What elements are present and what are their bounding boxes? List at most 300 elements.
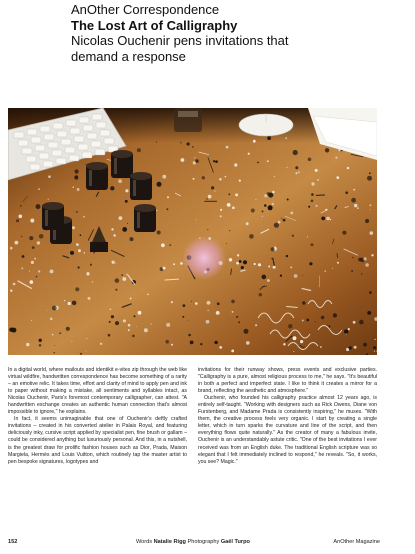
ink-splatter bbox=[54, 352, 55, 353]
ink-splatter bbox=[228, 193, 230, 195]
ink-splatter bbox=[200, 343, 202, 345]
white-paint-splatter bbox=[239, 180, 241, 182]
ink-bottle bbox=[86, 162, 108, 190]
ink-splatter bbox=[328, 325, 330, 327]
white-paint-splatter bbox=[332, 268, 333, 269]
ink-splatter bbox=[16, 219, 19, 222]
white-paint-splatter bbox=[73, 187, 74, 188]
keyboard-key bbox=[30, 164, 40, 170]
white-paint-splatter bbox=[125, 189, 128, 192]
ink-splatter bbox=[325, 148, 329, 152]
ink-splatter bbox=[75, 169, 79, 173]
white-paint-splatter bbox=[46, 310, 47, 311]
white-paint-splatter bbox=[21, 268, 23, 270]
white-paint-splatter bbox=[219, 346, 222, 349]
ink-splatter bbox=[315, 321, 316, 322]
ink-splatter bbox=[134, 315, 136, 317]
ink-splatter bbox=[59, 332, 61, 334]
photography-label: Photography bbox=[187, 539, 220, 545]
white-paint-splatter bbox=[123, 319, 126, 322]
white-paint-splatter bbox=[320, 346, 322, 348]
ink-splatter bbox=[351, 270, 353, 272]
white-paint-splatter bbox=[248, 153, 250, 155]
keyboard-key bbox=[40, 126, 50, 132]
ink-splatter bbox=[292, 235, 294, 237]
keyboard-key bbox=[57, 131, 67, 137]
keyboard-key bbox=[56, 158, 66, 164]
white-paint-splatter bbox=[278, 221, 281, 224]
ink-splatter bbox=[156, 142, 157, 143]
white-paint-splatter bbox=[235, 194, 238, 197]
ink-splatter bbox=[361, 273, 362, 274]
white-paint-splatter bbox=[287, 167, 288, 168]
white-paint-splatter bbox=[326, 217, 330, 221]
white-paint-splatter bbox=[88, 297, 91, 300]
ink-splatter bbox=[333, 313, 337, 317]
ink-splatter bbox=[309, 262, 312, 265]
ink-splatter bbox=[281, 218, 282, 219]
white-paint-splatter bbox=[220, 209, 222, 211]
ink-splatter bbox=[229, 230, 230, 231]
keyboard-key bbox=[79, 117, 89, 123]
white-paint-splatter bbox=[147, 294, 149, 296]
white-paint-splatter bbox=[19, 215, 23, 219]
white-paint-splatter bbox=[214, 190, 215, 191]
white-paint-splatter bbox=[316, 205, 318, 207]
white-paint-splatter bbox=[234, 163, 237, 166]
body-column-right bbox=[198, 367, 377, 466]
ink-splatter bbox=[191, 301, 192, 302]
white-paint-splatter bbox=[37, 241, 40, 244]
ink-splatter bbox=[311, 243, 314, 246]
white-paint-splatter bbox=[258, 263, 261, 266]
keyboard-key bbox=[27, 129, 37, 135]
ink-splatter bbox=[22, 255, 25, 258]
white-paint-splatter bbox=[317, 179, 319, 181]
white-paint-splatter bbox=[267, 279, 270, 282]
ink-splatter bbox=[363, 343, 367, 347]
ink-splatter bbox=[157, 182, 162, 187]
white-paint-splatter bbox=[52, 334, 53, 335]
white-paint-splatter bbox=[72, 341, 73, 342]
white-paint-splatter bbox=[207, 301, 211, 305]
white-paint-splatter bbox=[167, 196, 169, 198]
white-paint-splatter bbox=[300, 340, 303, 343]
white-paint-splatter bbox=[180, 262, 183, 265]
ink-splatter bbox=[54, 345, 55, 346]
white-paint-splatter bbox=[315, 169, 318, 172]
ink-splatter bbox=[236, 316, 238, 318]
white-paint-splatter bbox=[206, 320, 210, 324]
white-paint-splatter bbox=[294, 274, 298, 278]
ink-splatter bbox=[267, 136, 271, 140]
ink-splatter bbox=[369, 291, 372, 294]
ink-splatter bbox=[166, 208, 168, 210]
white-paint-splatter bbox=[84, 252, 85, 253]
white-paint-splatter bbox=[171, 301, 173, 303]
ink-splatter bbox=[75, 287, 79, 291]
white-paint-splatter bbox=[193, 178, 195, 180]
keyboard-key bbox=[95, 149, 105, 155]
white-paint-splatter bbox=[119, 216, 123, 220]
white-paint-splatter bbox=[166, 323, 170, 327]
ink-splatter bbox=[70, 251, 74, 255]
ink-splatter bbox=[271, 247, 275, 251]
white-paint-splatter bbox=[330, 219, 331, 220]
article-title: The Lost Art of Calligraphy bbox=[71, 17, 238, 33]
body-paragraph: In fact, it seems unimaginable that one of Ouchenir's deftly crafted invitations – created in his converted atelier in Palais Royal, and featuring deliciously inky, cursive script applied by specialist pen, fine brush or gallam – could be considered anything but luxuriously personal. And this, in a nutshell, is the greatest draw for prolific fashion houses such as Dior, Prada, Maison Margiela, Hermès and Louis Vuitton, which routinely tap the master artist to pen bespoke signatures, logotypes and bbox=[8, 416, 187, 465]
ink-splatter bbox=[344, 329, 348, 333]
white-paint-splatter bbox=[374, 351, 375, 352]
white-paint-splatter bbox=[130, 298, 132, 300]
white-paint-splatter bbox=[336, 176, 339, 179]
white-paint-splatter bbox=[307, 236, 308, 237]
ink-bottle bbox=[111, 150, 133, 178]
photographer-name: Gaël Turpo bbox=[220, 539, 250, 545]
ink-splatter bbox=[66, 327, 70, 331]
white-paint-splatter bbox=[100, 343, 102, 345]
white-paint-splatter bbox=[311, 182, 314, 185]
white-paint-splatter bbox=[48, 199, 49, 200]
ink-splatter bbox=[302, 275, 303, 276]
white-paint-splatter bbox=[38, 270, 40, 272]
keyboard-key bbox=[74, 136, 84, 142]
white-paint-splatter bbox=[353, 321, 356, 324]
writer-name: Natalie Rigg bbox=[153, 539, 186, 545]
ink-splatter bbox=[36, 276, 38, 278]
white-paint-splatter bbox=[229, 258, 232, 261]
white-paint-splatter bbox=[10, 290, 12, 292]
ink-splatter bbox=[351, 198, 356, 203]
keyboard-key bbox=[14, 132, 24, 138]
article-credits bbox=[136, 537, 250, 547]
ink-splatter bbox=[302, 301, 305, 304]
ink-splatter bbox=[367, 176, 372, 181]
white-paint-splatter bbox=[236, 262, 239, 265]
ink-splatter bbox=[180, 142, 181, 143]
white-paint-splatter bbox=[118, 179, 122, 183]
white-paint-splatter bbox=[302, 320, 304, 322]
ink-splatter bbox=[188, 334, 191, 337]
ink-splatter bbox=[367, 311, 371, 315]
ink-splatter bbox=[369, 172, 371, 174]
white-paint-splatter bbox=[15, 241, 19, 245]
white-paint-splatter bbox=[38, 188, 39, 189]
ink-splatter bbox=[308, 158, 312, 162]
white-paint-splatter bbox=[283, 343, 285, 345]
ink-splatter bbox=[115, 278, 120, 283]
ink-splatter bbox=[202, 176, 205, 179]
white-paint-splatter bbox=[162, 175, 166, 179]
ink-splatter bbox=[39, 234, 44, 239]
paint-streak bbox=[337, 253, 338, 257]
white-paint-splatter bbox=[161, 243, 165, 247]
ink-splatter bbox=[287, 199, 289, 201]
ink-splatter bbox=[259, 293, 262, 296]
ink-bottle bbox=[130, 172, 152, 200]
ink-splatter bbox=[188, 320, 189, 321]
ink-splatter bbox=[32, 246, 35, 249]
ink-splatter bbox=[211, 186, 214, 189]
ink-splatter bbox=[238, 321, 240, 323]
ink-bottle bbox=[42, 202, 64, 230]
keyboard-key bbox=[78, 144, 88, 150]
magazine-name: AnOther Magazine bbox=[333, 539, 380, 545]
computer-mouse bbox=[239, 114, 293, 136]
white-paint-splatter bbox=[10, 247, 13, 250]
white-paint-splatter bbox=[31, 320, 32, 321]
white-paint-splatter bbox=[246, 341, 250, 345]
white-paint-splatter bbox=[194, 157, 195, 158]
ink-splatter bbox=[257, 162, 259, 164]
keyboard-key bbox=[39, 153, 49, 159]
white-paint-splatter bbox=[122, 277, 126, 281]
white-paint-splatter bbox=[371, 254, 373, 256]
white-paint-splatter bbox=[207, 310, 208, 311]
white-paint-splatter bbox=[31, 261, 34, 264]
page-footer bbox=[8, 537, 380, 547]
keyboard-key bbox=[83, 125, 93, 131]
ink-splatter bbox=[122, 227, 127, 232]
white-paint-splatter bbox=[26, 343, 29, 346]
white-paint-splatter bbox=[86, 273, 89, 276]
ink-splatter bbox=[21, 236, 22, 237]
ink-splatter bbox=[125, 200, 128, 203]
white-paint-splatter bbox=[29, 271, 30, 272]
ink-splatter bbox=[373, 346, 376, 349]
white-paint-splatter bbox=[208, 195, 212, 199]
white-paint-splatter bbox=[272, 191, 275, 194]
keyboard-key bbox=[66, 120, 76, 126]
article-body bbox=[8, 367, 377, 466]
keyboard-key bbox=[48, 142, 58, 148]
white-paint-splatter bbox=[72, 226, 75, 229]
white-paint-splatter bbox=[254, 263, 256, 265]
keyboard-key bbox=[52, 150, 62, 156]
white-paint-splatter bbox=[237, 254, 239, 256]
keyboard-key bbox=[92, 114, 102, 120]
ink-splatter bbox=[358, 258, 362, 262]
keyboard-key bbox=[26, 156, 36, 162]
ink-splatter bbox=[90, 264, 92, 266]
keyboard-key bbox=[18, 140, 28, 146]
ink-splatter bbox=[20, 205, 22, 207]
white-paint-splatter bbox=[171, 344, 173, 346]
ink-splatter bbox=[231, 300, 235, 304]
ink-splatter bbox=[262, 275, 267, 280]
white-paint-splatter bbox=[92, 281, 93, 282]
white-paint-splatter bbox=[246, 222, 249, 225]
white-paint-splatter bbox=[13, 283, 16, 286]
ink-splatter bbox=[182, 316, 184, 318]
ink-splatter bbox=[280, 275, 282, 277]
white-paint-splatter bbox=[83, 216, 85, 218]
white-paint-splatter bbox=[112, 261, 115, 264]
white-paint-splatter bbox=[293, 351, 294, 352]
ink-splatter bbox=[249, 234, 254, 239]
ink-bottle bbox=[134, 204, 156, 232]
white-paint-splatter bbox=[348, 328, 350, 330]
ink-splatter bbox=[241, 266, 244, 269]
ink-splatter bbox=[251, 209, 255, 213]
white-paint-splatter bbox=[128, 329, 130, 331]
ink-splatter bbox=[108, 334, 111, 337]
column-series-title: AnOther Correspondence bbox=[71, 2, 220, 17]
white-paint-splatter bbox=[363, 257, 366, 260]
white-paint-splatter bbox=[273, 266, 276, 269]
keyboard-key bbox=[91, 141, 101, 147]
keyboard-key bbox=[65, 147, 75, 153]
ink-splatter bbox=[121, 274, 123, 276]
keyboard-key bbox=[53, 123, 63, 129]
article-photo bbox=[8, 108, 377, 355]
white-paint-splatter bbox=[370, 209, 371, 210]
ink-splatter bbox=[311, 193, 314, 196]
white-paint-splatter bbox=[264, 194, 267, 197]
ink-splatter bbox=[306, 319, 309, 322]
glass-ink-jar bbox=[174, 108, 202, 132]
white-paint-splatter bbox=[255, 324, 257, 326]
ink-splatter bbox=[283, 219, 286, 222]
ink-splatter bbox=[349, 346, 352, 349]
body-column-left bbox=[8, 367, 187, 466]
white-paint-splatter bbox=[285, 137, 287, 139]
ink-splatter bbox=[288, 324, 292, 328]
ink-splatter bbox=[137, 148, 141, 152]
white-paint-splatter bbox=[353, 189, 355, 191]
white-paint-splatter bbox=[86, 351, 87, 352]
paint-streak bbox=[316, 195, 325, 196]
ink-splatter bbox=[36, 204, 41, 209]
ink-splatter bbox=[52, 306, 57, 311]
ink-splatter bbox=[262, 210, 264, 212]
white-paint-splatter bbox=[30, 280, 34, 284]
keyboard-key bbox=[82, 152, 92, 158]
ink-splatter bbox=[308, 206, 310, 208]
white-paint-splatter bbox=[337, 262, 339, 264]
white-paint-splatter bbox=[255, 199, 256, 200]
keyboard-key bbox=[35, 145, 45, 151]
white-paint-splatter bbox=[226, 146, 229, 149]
body-paragraph: Ouchenir, who founded his calligraphy practice almost 12 years ago, is entirely self-taught. "Working with designers such as Rick Owens, Diane von Furstenberg, and Madame Prada is consistently inspiring," he muses. "With them, the creative process feels very organic. I start by creating a single letter, which in turn sparks the curvature and line of the script, and then everything flows quite naturally." As the creator of many a fabulous invite, Ouchenir is an understandably astute critic. "One of the best invitations I ever received was from an English duke. The traditional English scripture was so elegant that I felt immediately inclined to respond," he reveals. "So, it works, you see? Magic." bbox=[198, 395, 377, 465]
body-paragraph: In a digital world, where mailouts and identikit e-vites zip through the web like virtual wildfire, handwritten correspondence has become something of a rarity – an emotive relic. It takes time, effort and clarity of mind to apply pen and ink to paper without making a mistake, all sentiments and syllables intact, as Nicolas Ouchenir, Paris's foremost contemporary calligrapher, can attest. "A handwritten exchange creates an authentic human connection that's almost impossible to ignore," he explains. bbox=[8, 367, 187, 416]
ink-splatter bbox=[274, 223, 279, 228]
ink-splatter bbox=[226, 243, 227, 244]
white-paint-splatter bbox=[293, 336, 297, 340]
keyboard-key bbox=[70, 128, 80, 134]
ink-splatter bbox=[29, 236, 33, 240]
white-paint-splatter bbox=[64, 300, 65, 301]
white-paint-splatter bbox=[196, 219, 197, 220]
white-paint-splatter bbox=[354, 346, 357, 349]
white-paint-splatter bbox=[50, 270, 54, 274]
white-paint-splatter bbox=[290, 212, 293, 215]
white-paint-splatter bbox=[136, 326, 137, 327]
ink-splatter bbox=[206, 198, 207, 199]
ink-splatter bbox=[244, 329, 249, 334]
white-paint-splatter bbox=[219, 178, 221, 180]
ink-splatter bbox=[169, 244, 171, 246]
keyboard-key bbox=[69, 155, 79, 161]
ink-splatter bbox=[311, 200, 314, 203]
white-paint-splatter bbox=[111, 228, 113, 230]
ink-splatter bbox=[239, 260, 242, 263]
white-paint-splatter bbox=[347, 167, 349, 169]
ink-splatter bbox=[268, 205, 273, 210]
ink-splatter bbox=[215, 160, 218, 163]
body-paragraph: invitations for their runway shows, press events and exclusive parties. "Calligraphy is a pure, almost religious process to me," he says. "It's beautiful in both a perfect and imperfect state. I like to think it creates a mirror for a brand, reflecting the aesthetic and atmosphere." bbox=[198, 367, 377, 395]
ink-splatter bbox=[39, 344, 42, 347]
ink-splatter bbox=[165, 340, 169, 344]
article-header bbox=[71, 2, 391, 64]
ink-splatter bbox=[321, 217, 325, 221]
white-paint-splatter bbox=[181, 158, 185, 162]
ink-splatter bbox=[76, 211, 78, 213]
keyboard-key bbox=[61, 139, 71, 145]
ink-splatter bbox=[11, 328, 16, 333]
ink-splatter bbox=[293, 150, 298, 155]
keyboard-key bbox=[104, 138, 114, 144]
words-label: Words bbox=[136, 539, 153, 545]
desk-photo-illustration bbox=[8, 108, 377, 355]
white-paint-splatter bbox=[357, 207, 359, 209]
ink-splatter bbox=[78, 266, 80, 268]
ink-splatter bbox=[345, 191, 348, 194]
ink-splatter bbox=[207, 229, 208, 230]
ink-splatter bbox=[295, 166, 298, 169]
keyboard-key bbox=[100, 130, 110, 136]
white-paint-splatter bbox=[290, 266, 292, 268]
ink-splatter bbox=[130, 237, 134, 241]
ink-splatter bbox=[72, 301, 77, 306]
ink-splatter bbox=[195, 159, 199, 163]
white-paint-splatter bbox=[298, 171, 300, 173]
white-paint-splatter bbox=[262, 216, 263, 217]
ink-splatter bbox=[80, 353, 82, 355]
white-paint-splatter bbox=[48, 175, 51, 178]
white-paint-splatter bbox=[335, 157, 337, 159]
article-subtitle-line-2: demand a response bbox=[71, 48, 186, 64]
keyboard-key bbox=[96, 122, 106, 128]
keyboard-key bbox=[31, 137, 41, 143]
white-paint-splatter bbox=[77, 188, 80, 191]
white-paint-splatter bbox=[115, 263, 116, 264]
white-paint-splatter bbox=[324, 270, 326, 272]
white-paint-splatter bbox=[68, 302, 71, 305]
ink-splatter bbox=[75, 175, 79, 179]
ink-splatter bbox=[286, 255, 288, 257]
ink-splatter bbox=[365, 219, 369, 223]
ink-splatter bbox=[359, 320, 364, 325]
white-paint-splatter bbox=[231, 350, 234, 353]
white-paint-splatter bbox=[138, 311, 142, 315]
ink-splatter bbox=[214, 341, 217, 344]
ink-splatter bbox=[115, 321, 119, 325]
ink-splatter bbox=[192, 146, 194, 148]
white-paint-splatter bbox=[274, 176, 275, 177]
white-paint-splatter bbox=[128, 324, 131, 327]
ink-splatter bbox=[110, 186, 114, 190]
ink-splatter bbox=[80, 234, 82, 236]
ink-splatter bbox=[342, 231, 346, 235]
white-paint-splatter bbox=[267, 160, 269, 162]
white-paint-splatter bbox=[173, 263, 175, 265]
white-paint-splatter bbox=[296, 172, 298, 174]
white-paint-splatter bbox=[232, 311, 234, 313]
ink-splatter bbox=[127, 223, 128, 224]
white-paint-splatter bbox=[113, 234, 115, 236]
white-paint-splatter bbox=[370, 231, 374, 235]
